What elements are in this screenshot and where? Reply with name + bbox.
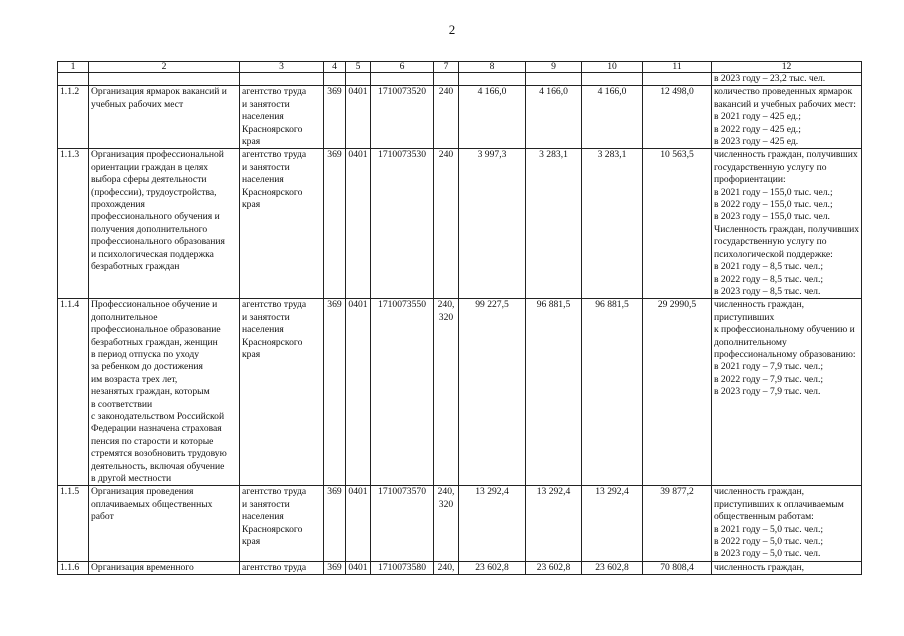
budget-code-expense-type xyxy=(434,86,459,149)
activity-name-line: работ xyxy=(91,511,114,523)
budget-code-grbs: 369 xyxy=(324,299,346,486)
amount-2022: 3 283,1 xyxy=(526,149,582,299)
budget-code-expense-type-line: 320 xyxy=(438,311,454,323)
expected-result xyxy=(712,561,862,574)
activity-name-line: профессионального образования xyxy=(91,236,225,248)
expected-result-line: в 2023 году – 7,9 тыс. чел. xyxy=(714,386,821,398)
activity-name-line: получения дополнительного xyxy=(91,223,208,235)
column-number-5: 5 xyxy=(346,62,371,73)
amount-total: 12 498,0 xyxy=(643,86,712,149)
activity-name-line: прохождения xyxy=(91,199,145,211)
responsible-agency-line: агентство труда xyxy=(242,486,307,498)
activity-name-line: (профессии), трудоустройства, xyxy=(91,186,217,198)
column-number-9: 9 xyxy=(526,62,582,73)
expected-result-line: Численность граждан, получивших xyxy=(714,223,860,235)
budget-code-grbs: 369 xyxy=(324,86,346,149)
responsible-agency-line: агентство труда xyxy=(242,561,307,573)
activity-name xyxy=(89,299,240,486)
continuation-result: в 2023 году – 23,2 тыс. чел. xyxy=(712,73,862,86)
budget-code-grbs: 369 xyxy=(324,149,346,299)
activity-name-line: учебных рабочих мест xyxy=(91,98,184,110)
expected-result-line: государственную услугу по xyxy=(714,161,827,173)
column-number-6: 6 xyxy=(371,62,434,73)
responsible-agency-line: населения xyxy=(242,174,284,186)
amount-2023: 13 292,4 xyxy=(582,486,643,561)
expected-result xyxy=(712,486,862,561)
amount-2023: 4 166,0 xyxy=(582,86,643,149)
expected-result-line: профориентации: xyxy=(714,174,786,186)
responsible-agency-line: агентство труда xyxy=(242,149,307,161)
budget-code-target: 1710073580 xyxy=(371,561,434,574)
activity-name xyxy=(89,149,240,299)
expected-result-line: приступивших к оплачиваемым xyxy=(714,498,844,510)
expected-result-line: профессиональному образованию: xyxy=(714,348,856,360)
expected-result-line: в 2022 году – 425 ед.; xyxy=(714,123,801,135)
budget-code-section: 0401 xyxy=(346,486,371,561)
budget-code-expense-type-line: 240 xyxy=(438,149,454,161)
activity-name xyxy=(89,561,240,574)
budget-code-target: 1710073570 xyxy=(371,486,434,561)
expected-result-line: в 2021 году – 155,0 тыс. чел.; xyxy=(714,186,833,198)
amount-total: 29 2990,5 xyxy=(643,299,712,486)
budget-code-expense-type-line: 240, xyxy=(437,486,455,498)
activity-name-line: Профессиональное обучение и xyxy=(91,299,218,311)
budget-code-expense-type xyxy=(434,486,459,561)
activity-name-line: Организация профессиональной xyxy=(91,149,224,161)
table-row xyxy=(58,86,862,149)
activity-number: 1.1.6 xyxy=(58,561,89,574)
activity-name-line: пенсия по старости и которые xyxy=(91,435,214,447)
expected-result-line: количество проведенных ярмарок xyxy=(714,86,853,98)
responsible-agency-line: населения xyxy=(242,324,284,336)
page-number: 2 xyxy=(448,22,456,37)
budget-code-target: 1710073550 xyxy=(371,299,434,486)
responsible-agency-line: края xyxy=(242,348,261,360)
activity-name-line: в другой местности xyxy=(91,473,172,484)
budget-code-expense-type-line: 240, xyxy=(437,561,455,573)
responsible-agency xyxy=(240,299,324,486)
amount-2022: 96 881,5 xyxy=(526,299,582,486)
responsible-agency xyxy=(240,561,324,574)
expected-result-line: в 2023 году – 8,5 тыс. чел. xyxy=(714,285,821,297)
amount-2023: 23 602,8 xyxy=(582,561,643,574)
amount-2021: 3 997,3 xyxy=(459,149,526,299)
expected-result-line: в 2022 году – 155,0 тыс. чел.; xyxy=(714,199,833,211)
amount-2021: 4 166,0 xyxy=(459,86,526,149)
amount-2022: 23 602,8 xyxy=(526,561,582,574)
responsible-agency xyxy=(240,486,324,561)
expected-result-line: в 2021 году – 8,5 тыс. чел.; xyxy=(714,261,824,273)
activity-number: 1.1.4 xyxy=(58,299,89,486)
activity-name-line: за ребенком до достижения xyxy=(91,361,203,373)
amount-2023: 3 283,1 xyxy=(582,149,643,299)
activity-name-line: с законодательством Российской xyxy=(91,410,225,422)
budget-code-expense-type-line: 320 xyxy=(438,498,454,510)
budget-code-target: 1710073520 xyxy=(371,86,434,149)
responsible-agency-line: агентство труда xyxy=(242,86,307,98)
budget-code-section: 0401 xyxy=(346,561,371,574)
activity-name xyxy=(89,86,240,149)
budget-code-expense-type-line: 240 xyxy=(438,86,454,98)
activity-name-line: выбора сферы деятельности xyxy=(91,174,207,186)
activity-name-line: Организация проведения xyxy=(91,486,194,498)
continuation-row xyxy=(58,73,862,86)
responsible-agency-line: и занятости xyxy=(242,161,290,173)
amount-2021: 13 292,4 xyxy=(459,486,526,561)
expected-result xyxy=(712,299,862,486)
responsible-agency-line: Красноярского xyxy=(242,123,303,135)
expected-result xyxy=(712,149,862,299)
activity-name-line: ориентации граждан в целях xyxy=(91,161,209,173)
budget-code-expense-type-line: 240, xyxy=(437,299,455,311)
expected-result-line: к профессиональному обучению и xyxy=(714,324,855,336)
expected-result-line: в 2023 году – 5,0 тыс. чел. xyxy=(714,548,821,560)
expected-result-line: в 2021 году – 7,9 тыс. чел.; xyxy=(714,361,824,373)
activity-name-line: Федерации назначена страховая xyxy=(91,423,222,435)
budget-code-grbs: 369 xyxy=(324,486,346,561)
activity-name-line: в период отпуска по уходу xyxy=(91,348,200,360)
amount-2022: 13 292,4 xyxy=(526,486,582,561)
expected-result-line: дополнительному xyxy=(714,336,787,348)
expected-result-line: государственную услугу по xyxy=(714,236,827,248)
column-number-4: 4 xyxy=(324,62,346,73)
responsible-agency-line: агентство труда xyxy=(242,299,307,311)
column-number-row xyxy=(58,62,862,73)
responsible-agency xyxy=(240,86,324,149)
activity-number: 1.1.5 xyxy=(58,486,89,561)
activity-name-line: Организация временного xyxy=(91,561,194,573)
responsible-agency-line: Красноярского xyxy=(242,523,303,535)
responsible-agency xyxy=(240,149,324,299)
expected-result-line: в 2022 году – 7,9 тыс. чел.; xyxy=(714,373,824,385)
budget-code-expense-type xyxy=(434,299,459,486)
activity-number: 1.1.3 xyxy=(58,149,89,299)
expected-result-line: приступивших xyxy=(714,311,775,323)
expected-result-line: в 2023 году – 155,0 тыс. чел. xyxy=(714,211,830,223)
column-number-7: 7 xyxy=(434,62,459,73)
amount-total: 70 808,4 xyxy=(643,561,712,574)
responsible-agency-line: и занятости xyxy=(242,311,290,323)
activity-name-line: оплачиваемых общественных xyxy=(91,498,213,510)
activity-name-line: незанятых граждан, которым xyxy=(91,386,210,398)
responsible-agency-line: Красноярского xyxy=(242,336,303,348)
responsible-agency-line: и занятости xyxy=(242,498,290,510)
amount-2023: 96 881,5 xyxy=(582,299,643,486)
expected-result-line: в 2022 году – 8,5 тыс. чел.; xyxy=(714,273,824,285)
budget-code-grbs: 369 xyxy=(324,561,346,574)
activity-name-line: безработных граждан, женщин xyxy=(91,336,218,348)
responsible-agency-line: края xyxy=(242,536,261,548)
amount-total: 10 563,5 xyxy=(643,149,712,299)
activity-name-line: дополнительное xyxy=(91,311,158,323)
activity-name-line: деятельность, включая обучение xyxy=(91,460,225,472)
budget-code-expense-type xyxy=(434,561,459,574)
amount-total: 39 877,2 xyxy=(643,486,712,561)
amount-2021: 23 602,8 xyxy=(459,561,526,574)
expected-result-line: численность граждан, xyxy=(714,561,805,573)
column-number-12: 12 xyxy=(712,62,862,73)
expected-result-line: вакансий и учебных рабочих мест: xyxy=(714,98,856,110)
budget-code-expense-type xyxy=(434,149,459,299)
budget-code-section: 0401 xyxy=(346,149,371,299)
column-number-2: 2 xyxy=(89,62,240,73)
activity-name-line: им возраста трех лет, xyxy=(91,373,178,385)
expected-result-line: общественным работам: xyxy=(714,511,814,523)
expected-result-line: численность граждан, получивших xyxy=(714,149,858,161)
expected-result-line: численность граждан, xyxy=(714,486,805,498)
column-number-3: 3 xyxy=(240,62,324,73)
activity-name-line: Организация ярмарок вакансий и xyxy=(91,86,227,98)
responsible-agency-line: края xyxy=(242,136,261,148)
column-number-8: 8 xyxy=(459,62,526,73)
column-number-10: 10 xyxy=(582,62,643,73)
expected-result-line: психологической поддержке: xyxy=(714,248,833,260)
responsible-agency-line: и занятости xyxy=(242,98,290,110)
column-number-11: 11 xyxy=(643,62,712,73)
budget-code-section: 0401 xyxy=(346,86,371,149)
amount-2022: 4 166,0 xyxy=(526,86,582,149)
responsible-agency-line: края xyxy=(242,199,261,211)
budget-code-section: 0401 xyxy=(346,299,371,486)
activity-name-line: в соответствии xyxy=(91,398,153,410)
program-activities-table xyxy=(57,61,862,575)
expected-result xyxy=(712,86,862,149)
expected-result-line: в 2022 году – 5,0 тыс. чел.; xyxy=(714,536,824,548)
table-row xyxy=(58,561,862,574)
activity-number: 1.1.2 xyxy=(58,86,89,149)
budget-code-target: 1710073530 xyxy=(371,149,434,299)
activity-name-line: и психологическая поддержка xyxy=(91,248,214,260)
column-number-1: 1 xyxy=(58,62,89,73)
table-row xyxy=(58,149,862,299)
amount-2021: 99 227,5 xyxy=(459,299,526,486)
activity-name-line: профессионального обучения и xyxy=(91,211,220,223)
expected-result-line: численность граждан, xyxy=(714,299,805,311)
expected-result-line: в 2021 году – 5,0 тыс. чел.; xyxy=(714,523,824,535)
activity-name-line: профессиональное образование xyxy=(91,324,221,336)
expected-result-line: в 2021 году – 425 ед.; xyxy=(714,111,801,123)
expected-result-line: в 2023 году – 425 ед. xyxy=(714,136,799,148)
activity-name-line: безработных граждан xyxy=(91,261,180,273)
responsible-agency-line: населения xyxy=(242,111,284,123)
table-row xyxy=(58,486,862,561)
activity-name-line: стремятся возобновить трудовую xyxy=(91,448,227,460)
activity-name xyxy=(89,486,240,561)
table-row xyxy=(58,299,862,486)
responsible-agency-line: населения xyxy=(242,511,284,523)
responsible-agency-line: Красноярского xyxy=(242,186,303,198)
